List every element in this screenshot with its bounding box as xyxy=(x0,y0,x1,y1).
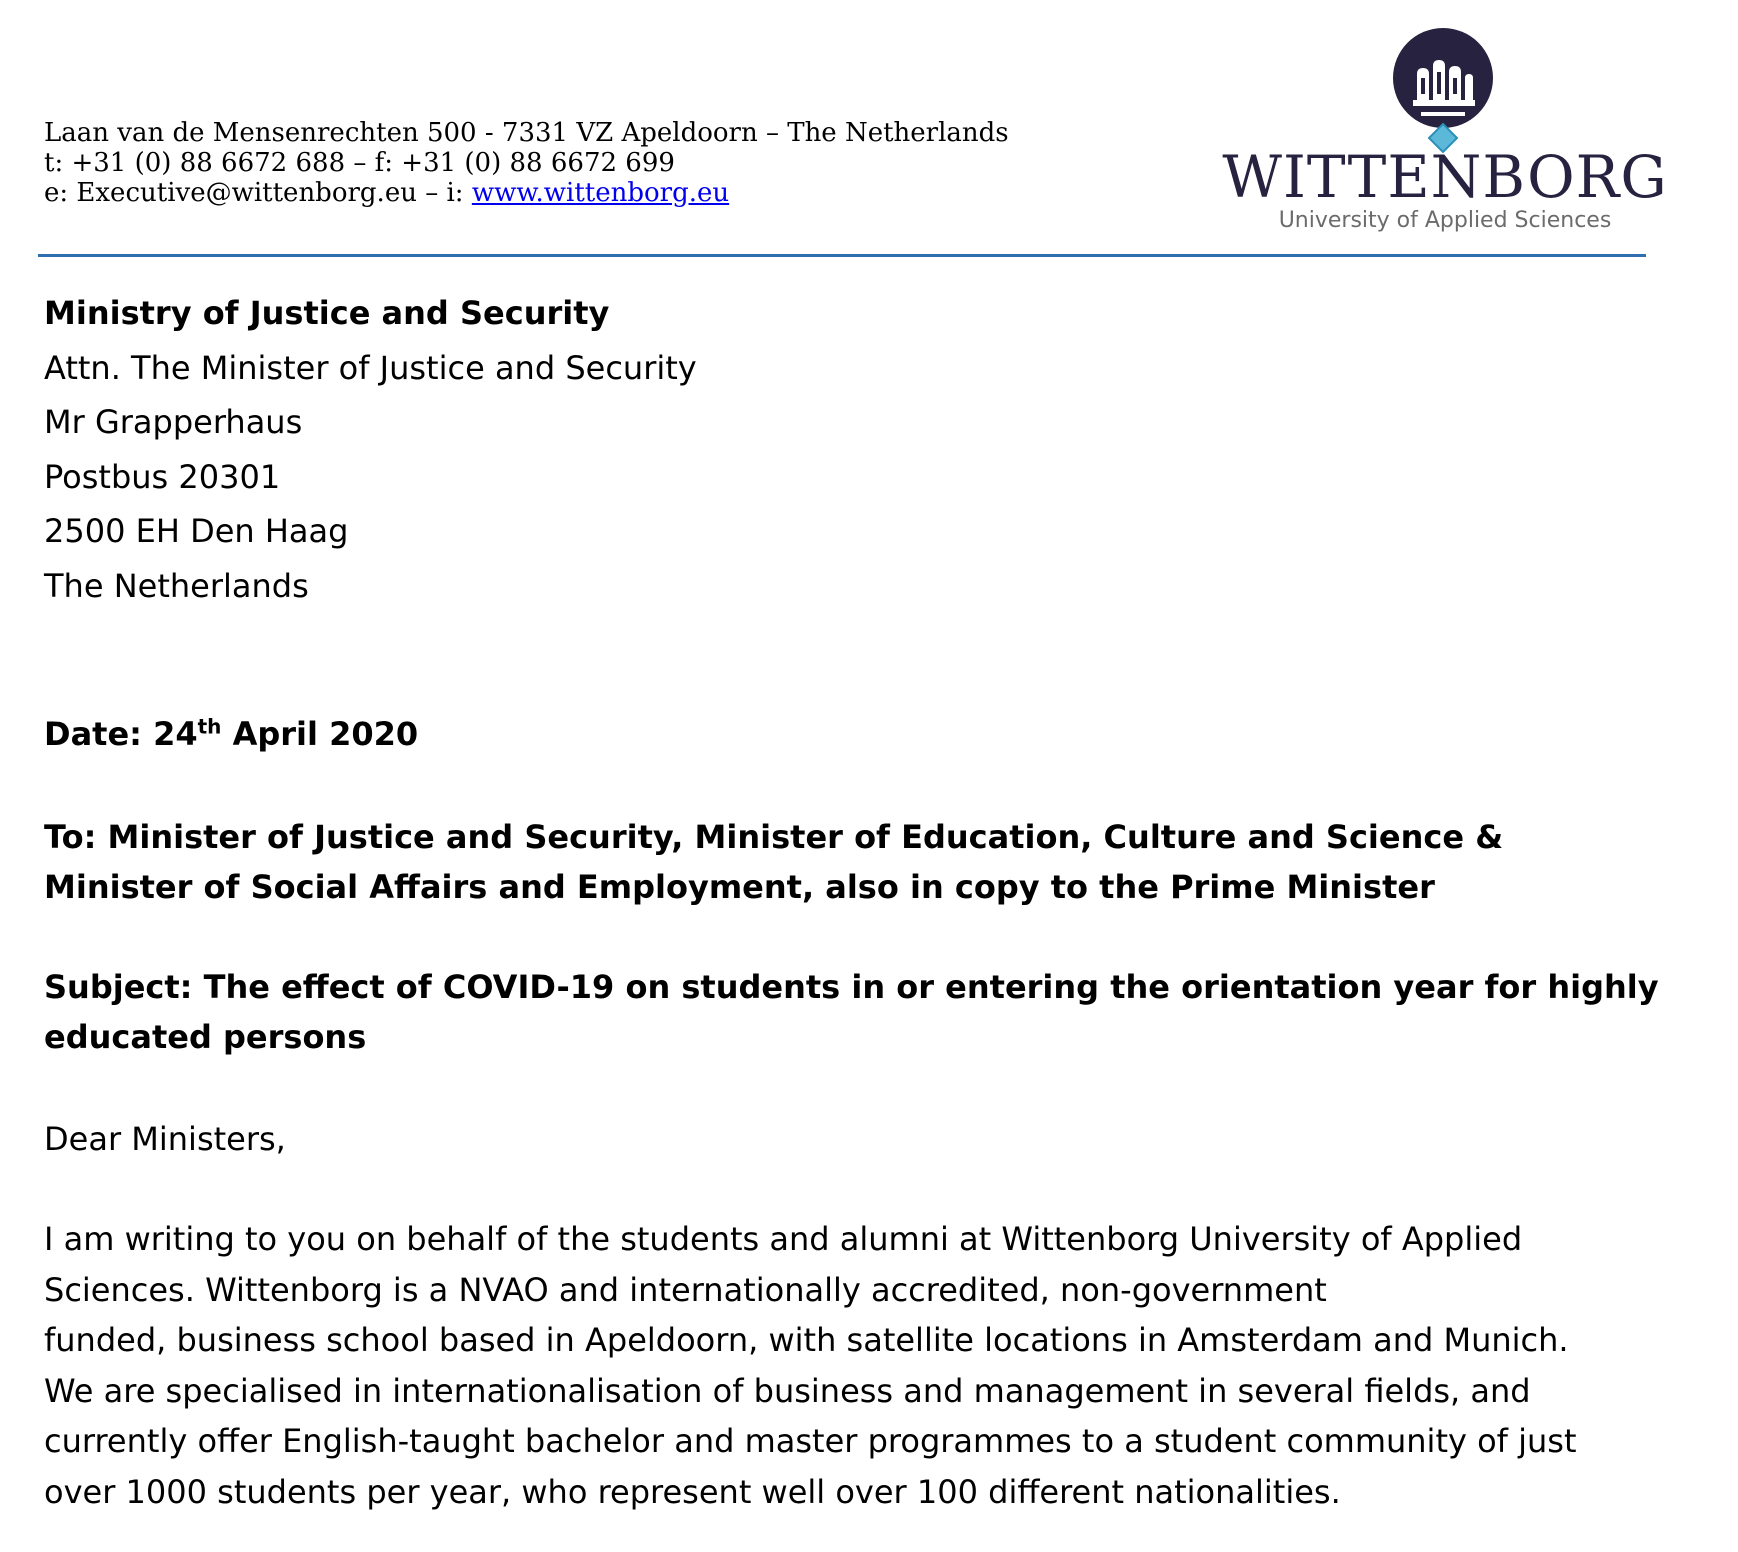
letter-date xyxy=(44,710,418,758)
subject xyxy=(44,962,1664,1062)
salutation: Dear Ministers, xyxy=(44,1120,286,1158)
phone-fax-line: t: +31 (0) 88 6672 688 – f: +31 (0) 88 6672 699 xyxy=(44,148,675,178)
logo-tagline: University of Applied Sciences xyxy=(1278,208,1612,233)
date-ordinal: th xyxy=(197,714,222,739)
address-line: Laan van de Mensenrechten 500 - 7331 VZ Apeldoorn – The Netherlands xyxy=(44,118,1009,148)
body-paragraph xyxy=(44,1214,1704,1517)
paragraph-line: Sciences. Wittenborg is a NVAO and internationally accredited, non-government xyxy=(44,1270,1327,1309)
addressees xyxy=(44,812,1664,912)
subject-line-1: Subject: The effect of COVID-19 on students in or entering the orientation year for highly xyxy=(44,968,1659,1006)
paragraph-line: I am writing to you on behalf of the students and alumni at Wittenborg University of Applied xyxy=(44,1220,1523,1258)
paragraph-line: over 1000 students per year, who represent well over 100 different nationalities. xyxy=(44,1472,1341,1511)
website-link[interactable]: www.wittenborg.eu xyxy=(471,178,730,208)
subject-line-2: educated persons xyxy=(44,1018,367,1056)
email-text: e: Executive@wittenborg.eu – i: xyxy=(44,178,472,208)
paragraph-line: currently offer English-taught bachelor and master programmes to a student community of just xyxy=(44,1422,1577,1460)
recipient-country: The Netherlands xyxy=(44,566,309,605)
date-suffix: April 2020 xyxy=(221,715,419,753)
wittenborg-logo xyxy=(1215,26,1675,236)
paragraph-line: funded, business school based in Apeldoorn, with satellite locations in Amsterdam and Munich. xyxy=(44,1321,1569,1359)
recipient-postal-city: 2500 EH Den Haag xyxy=(44,512,349,550)
logo-wordmark: WITTENBORG xyxy=(1222,143,1668,211)
paragraph-line: We are specialised in internationalisation of business and management in several fields, and xyxy=(44,1371,1531,1410)
wittenborg-crest-icon xyxy=(1383,26,1503,154)
recipient-block xyxy=(44,286,697,613)
recipient-attention: Attn. The Minister of Justice and Security xyxy=(44,348,697,387)
date-prefix: Date: 24 xyxy=(44,715,198,753)
header-divider xyxy=(38,254,1646,257)
addressees-line-2: Minister of Social Affairs and Employment, also in copy to the Prime Minister xyxy=(44,868,1435,906)
addressees-line-1: To: Minister of Justice and Security, Minister of Education, Culture and Science & xyxy=(44,818,1504,856)
letterhead-address xyxy=(44,118,1009,208)
recipient-organisation: Ministry of Justice and Security xyxy=(44,294,610,332)
recipient-name: Mr Grapperhaus xyxy=(44,403,303,441)
recipient-postbus: Postbus 20301 xyxy=(44,457,281,496)
email-website-line xyxy=(44,178,1009,208)
